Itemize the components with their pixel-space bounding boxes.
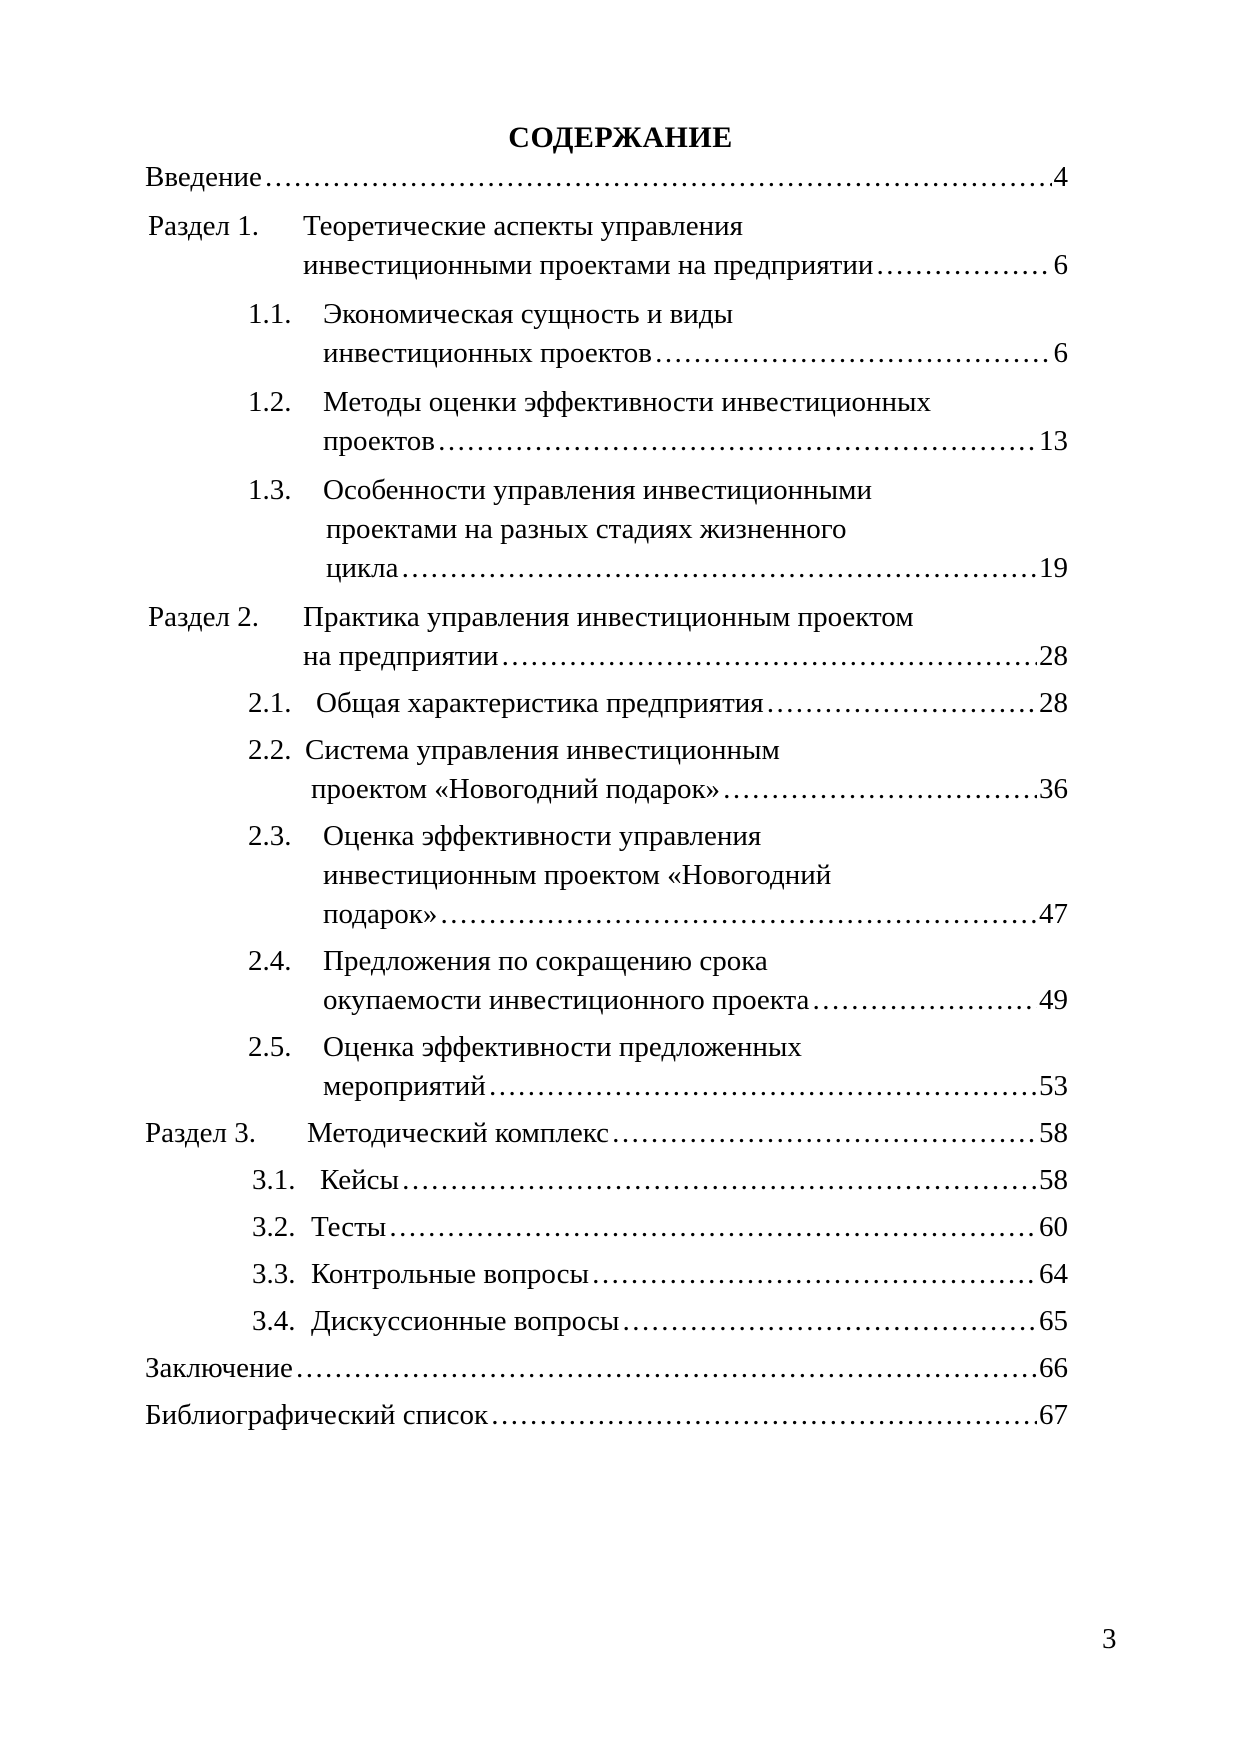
dot-leader [401,1161,1037,1200]
dot-leader [811,981,1037,1020]
toc-entry[interactable] [0,1349,1241,1388]
dot-leader [264,158,1052,197]
dot-leader [388,1208,1037,1247]
toc-entry-title: Оценка эффективности предложенных [323,1031,802,1063]
toc-entry-title: Контрольные вопросы [311,1258,589,1290]
toc-line [0,422,1241,461]
toc-line [0,1028,1241,1067]
toc-line [0,1255,1241,1294]
toc-entry[interactable] [0,684,1241,723]
dot-leader [295,1349,1037,1388]
toc-line [0,1114,1241,1153]
page-title: СОДЕРЖАНИЕ [508,121,733,154]
toc-entry-title: проектов [323,425,435,457]
toc-entry-title: инвестиционным проектом «Новогодний [323,859,832,891]
toc-page-number: 49 [1039,984,1068,1016]
toc-line [0,1302,1241,1341]
toc-line [0,549,1241,588]
toc-entry[interactable] [0,158,1241,197]
toc-entry-title: проектами на разных стадиях жизненного [326,513,847,545]
toc-page-number: 64 [1039,1258,1068,1290]
toc-page-number: 19 [1039,552,1068,584]
toc-entry-title: Методы оценки эффективности инвестиционных [323,386,931,418]
dot-leader [591,1255,1037,1294]
toc-entry[interactable] [0,471,1241,588]
toc-entry-title: Введение [145,161,262,193]
toc-entry[interactable] [0,1114,1241,1153]
toc-entry-number: 3.4. [252,1305,296,1337]
toc-line [0,334,1241,373]
toc-line [0,598,1241,637]
toc-page-number: 6 [1053,249,1068,281]
toc-entry-title: Заключение [145,1352,293,1384]
toc-line [0,1396,1241,1435]
toc-line [0,856,1241,895]
toc-page-number: 36 [1039,773,1068,805]
dot-leader [439,895,1037,934]
dot-leader [875,246,1051,285]
dot-leader [766,684,1037,723]
toc-entry[interactable] [0,731,1241,809]
toc-entry[interactable] [0,1208,1241,1247]
toc-page-number: 58 [1039,1117,1068,1149]
toc-line [0,981,1241,1020]
toc-entry-number: 1.1. [248,298,292,330]
toc-line [0,942,1241,981]
toc-entry-number: Раздел 1. [148,210,260,242]
toc-entry[interactable] [0,207,1241,285]
toc-entry[interactable] [0,942,1241,1020]
toc-entry-number: 1.2. [248,386,292,418]
toc-line [0,817,1241,856]
toc-entry-title: Кейсы [320,1164,399,1196]
dot-leader [490,1396,1037,1435]
toc-page-number: 66 [1039,1352,1068,1384]
toc-page-number: 28 [1039,640,1068,672]
toc-entry[interactable] [0,383,1241,461]
toc-entry[interactable] [0,1161,1241,1200]
table-of-contents [0,158,1241,1435]
dot-leader [654,334,1052,373]
toc-entry-title: Библиографический список [145,1399,489,1431]
toc-entry-title: Дискуссионные вопросы [311,1305,620,1337]
toc-entry-title: инвестиционных проектов [323,337,652,369]
toc-page-number: 47 [1039,898,1068,930]
toc-entry-title: мероприятий [323,1070,486,1102]
toc-entry-title: Практика управления инвестиционным проектом [303,601,914,633]
toc-entry-number: 2.4. [248,945,292,977]
toc-entry-number: 3.1. [252,1164,296,1196]
toc-entry-title: инвестиционными проектами на предприятии [303,249,874,281]
toc-entry[interactable] [0,1302,1241,1341]
toc-line [0,295,1241,334]
dot-leader [488,1067,1037,1106]
toc-page-number: 58 [1039,1164,1068,1196]
toc-line [0,1349,1241,1388]
toc-line [0,510,1241,549]
toc-entry-number: 2.1. [248,687,292,719]
toc-line [0,207,1241,246]
toc-entry-number: 2.2. [248,734,292,766]
toc-page-number: 6 [1053,337,1068,369]
toc-page-number: 67 [1039,1399,1068,1431]
toc-line [0,731,1241,770]
toc-entry-title: Тесты [311,1211,387,1243]
toc-line [0,684,1241,723]
toc-entry-title: Особенности управления инвестиционными [323,474,872,506]
toc-entry[interactable] [0,1255,1241,1294]
toc-page-number: 13 [1039,425,1068,457]
toc-entry[interactable] [0,295,1241,373]
toc-page-number: 28 [1039,687,1068,719]
toc-line [0,1067,1241,1106]
toc-entry[interactable] [0,1396,1241,1435]
dot-leader [621,1302,1037,1341]
toc-entry-number: 2.5. [248,1031,292,1063]
dot-leader [400,549,1037,588]
toc-entry-title: Общая характеристика предприятия [316,687,764,719]
toc-entry-number: 2.3. [248,820,292,852]
dot-leader [501,637,1038,676]
toc-entry-title: Методический комплекс [307,1117,609,1149]
page-number: 3 [1102,1623,1117,1655]
toc-line [0,246,1241,285]
toc-page-number: 60 [1039,1211,1068,1243]
toc-entry-title: цикла [326,552,399,584]
toc-line [0,895,1241,934]
toc-entry-title: Предложения по сокращению срока [323,945,768,977]
toc-page-number: 4 [1053,161,1068,193]
toc-entry-number: Раздел 3. [145,1117,257,1149]
toc-line [0,637,1241,676]
toc-line [0,383,1241,422]
toc-entry-title: окупаемости инвестиционного проекта [323,984,810,1016]
toc-entry[interactable] [0,598,1241,676]
toc-line [0,1208,1241,1247]
toc-entry-title: Система управления инвестиционным [305,734,780,766]
toc-entry-title: на предприятии [303,640,499,672]
toc-entry-title: проектом «Новогодний подарок» [311,773,721,805]
toc-entry[interactable] [0,817,1241,934]
toc-page-number: 53 [1039,1070,1068,1102]
dot-leader [611,1114,1037,1153]
toc-line [0,770,1241,809]
toc-line [0,158,1241,197]
toc-entry-title: подарок» [323,898,438,930]
dot-leader [437,422,1037,461]
dot-leader [722,770,1037,809]
toc-entry-number: 3.2. [252,1211,296,1243]
toc-line [0,471,1241,510]
toc-entry-number: 1.3. [248,474,292,506]
toc-page-number: 65 [1039,1305,1068,1337]
toc-entry-number: Раздел 2. [148,601,260,633]
toc-entry[interactable] [0,1028,1241,1106]
toc-line [0,1161,1241,1200]
toc-entry-title: Экономическая сущность и виды [323,298,734,330]
toc-entry-title: Оценка эффективности управления [323,820,762,852]
toc-entry-title: Теоретические аспекты управления [303,210,743,242]
toc-entry-number: 3.3. [252,1258,296,1290]
